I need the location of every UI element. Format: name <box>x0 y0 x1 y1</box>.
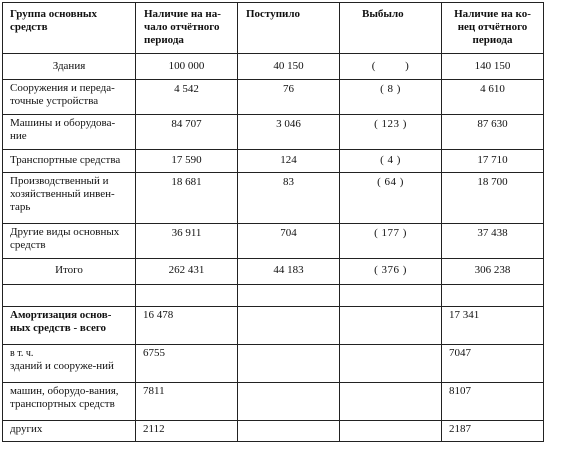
header-group: Группа основных средств <box>3 3 136 54</box>
depreciation-machines-name: машин, оборудо-вания, транспортных средств <box>3 383 136 421</box>
total-name: Итого <box>3 259 136 285</box>
depreciation-total-start: 16 478 <box>136 307 238 345</box>
row-received: 704 <box>238 224 340 259</box>
total-received: 44 183 <box>238 259 340 285</box>
depreciation-total-row <box>3 307 544 345</box>
table-row <box>3 54 544 80</box>
depreciation-machines-start: 7811 <box>136 383 238 421</box>
row-start: 18 681 <box>136 173 238 224</box>
row-received: 124 <box>238 150 340 173</box>
row-start: 84 707 <box>136 115 238 150</box>
row-end: 4 610 <box>442 80 544 115</box>
total-row <box>3 259 544 285</box>
depreciation-machines-end: 8107 <box>442 383 544 421</box>
header-retired: Выбыло <box>340 3 442 54</box>
row-retired: ( 64 ) <box>340 173 442 224</box>
row-name: Другие виды основных средств <box>3 224 136 259</box>
empty-row <box>3 285 544 307</box>
header-end: Наличие на ко-нец отчётного периода <box>442 3 544 54</box>
row-start: 17 590 <box>136 150 238 173</box>
table-row <box>3 150 544 173</box>
table-row <box>3 173 544 224</box>
total-end: 306 238 <box>442 259 544 285</box>
depreciation-buildings-end: 7047 <box>442 345 544 383</box>
depreciation-buildings-start: 6755 <box>136 345 238 383</box>
row-start: 36 911 <box>136 224 238 259</box>
row-received: 76 <box>238 80 340 115</box>
depreciation-total-name: Амортизация основ-ных средств - всего <box>3 307 136 345</box>
total-retired: ( 376 ) <box>340 259 442 285</box>
row-name: Транспортные средства <box>3 150 136 173</box>
incl-label: в т. ч. <box>10 348 34 359</box>
total-start: 262 431 <box>136 259 238 285</box>
buildings-label: зданий и сооруже-ний <box>10 360 114 372</box>
row-name: Здания <box>3 54 136 80</box>
row-end: 37 438 <box>442 224 544 259</box>
row-end: 87 630 <box>442 115 544 150</box>
row-name: Машины и оборудова-ние <box>3 115 136 150</box>
depreciation-other-start: 2112 <box>136 421 238 442</box>
row-retired: ( 123 ) <box>340 115 442 150</box>
row-retired: ( 8 ) <box>340 80 442 115</box>
depreciation-other-name: других <box>3 421 136 442</box>
depreciation-total-end: 17 341 <box>442 307 544 345</box>
fixed-assets-table <box>2 2 544 442</box>
header-start: Наличие на на-чало отчётного периода <box>136 3 238 54</box>
row-received: 3 046 <box>238 115 340 150</box>
row-end: 140 150 <box>442 54 544 80</box>
header-received: Поступило <box>238 3 340 54</box>
row-received: 83 <box>238 173 340 224</box>
row-name: Производственный и хозяйственный инвен-тарь <box>3 173 136 224</box>
row-retired: ( 4 ) <box>340 150 442 173</box>
row-retired: ( 177 ) <box>340 224 442 259</box>
row-end: 17 710 <box>442 150 544 173</box>
row-name: Сооружения и переда-точные устройства <box>3 80 136 115</box>
row-retired: ( ) <box>340 54 442 80</box>
depreciation-other-row <box>3 421 544 442</box>
depreciation-buildings-row <box>3 345 544 383</box>
table-row <box>3 224 544 259</box>
table-row <box>3 80 544 115</box>
depreciation-buildings-name <box>3 345 136 383</box>
header-row <box>3 3 544 54</box>
row-start: 4 542 <box>136 80 238 115</box>
row-end: 18 700 <box>442 173 544 224</box>
depreciation-other-end: 2187 <box>442 421 544 442</box>
row-received: 40 150 <box>238 54 340 80</box>
depreciation-machines-row <box>3 383 544 421</box>
row-start: 100 000 <box>136 54 238 80</box>
table-row <box>3 115 544 150</box>
